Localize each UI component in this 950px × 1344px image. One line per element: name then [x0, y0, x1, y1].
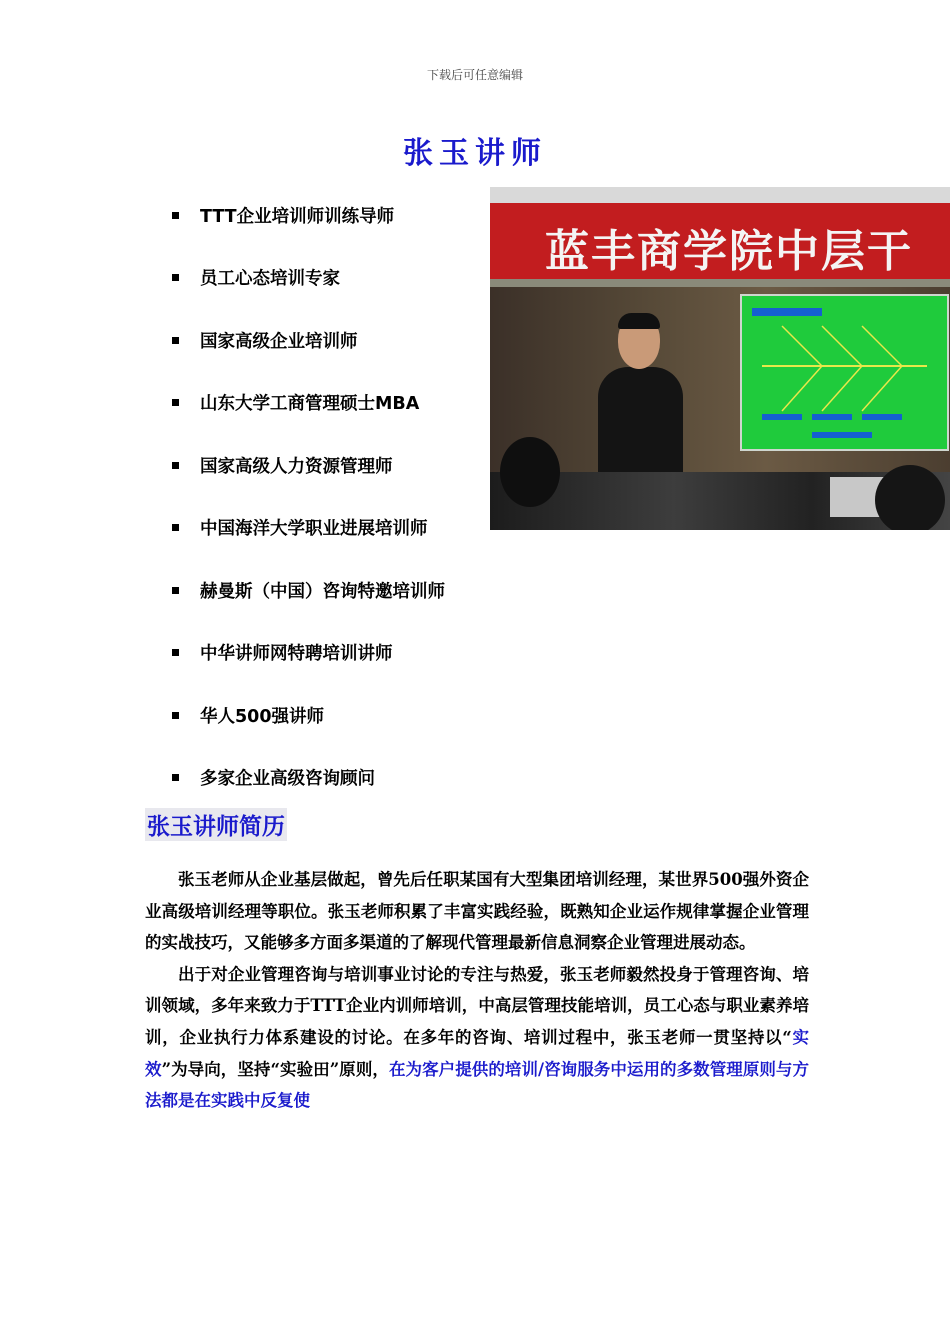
- credential-text: 赫曼斯（中国）咨询特邀培训师: [200, 581, 445, 602]
- square-bullet-icon: [172, 649, 179, 656]
- list-item: [172, 559, 492, 622]
- credential-text: TTT企业培训师训练导师: [200, 206, 395, 227]
- section-heading: 张玉讲师简历: [145, 808, 287, 841]
- bio-text: ”为导向，坚持“实验田”原则，: [161, 1059, 389, 1079]
- credential-text: 山东大学工商管理硕士MBA: [200, 394, 420, 415]
- square-bullet-icon: [172, 587, 179, 594]
- audience-head: [875, 465, 945, 530]
- bio-text: 出于对企业管理咨询与培训事业讨论的专注与热爱，张玉老师毅然投身于管理咨询、培训领域，多年来致力于TTT企业内训师培训，中高层管理技能培训，员工心态与职业素养培训，企业执行力体系建设的讨论。在多年的咨询、培训过程中，张玉老师一贯坚持以“: [145, 964, 809, 1047]
- list-item: [172, 434, 492, 497]
- page-title: 张玉讲师: [403, 136, 547, 171]
- list-item: [172, 622, 492, 685]
- projector-screen: [740, 294, 949, 451]
- page-header-note: 下载后可任意编辑: [426, 68, 523, 82]
- list-item: [172, 497, 492, 560]
- biography-text: [145, 864, 809, 1117]
- list-item: [172, 247, 492, 310]
- photo-banner-text: 蓝丰商学院中层干: [545, 226, 913, 277]
- list-item: [172, 184, 492, 247]
- fishbone-diagram-graphic: [742, 296, 947, 449]
- square-bullet-icon: [172, 399, 179, 406]
- square-bullet-icon: [172, 774, 179, 781]
- bio-paragraph: [145, 959, 809, 1117]
- speaker-hair: [618, 313, 660, 329]
- square-bullet-icon: [172, 274, 179, 281]
- list-item: [172, 747, 492, 810]
- highlight-text: 实效: [145, 1027, 810, 1079]
- credential-text: 国家高级人力资源管理师: [200, 456, 393, 477]
- audience-head: [500, 437, 560, 507]
- list-item: [172, 372, 492, 435]
- list-item: [172, 309, 492, 372]
- square-bullet-icon: [172, 212, 179, 219]
- photo-banner: [490, 187, 950, 287]
- credential-text: 中华讲师网特聘培训讲师: [200, 644, 393, 665]
- square-bullet-icon: [172, 462, 179, 469]
- highlight-text: 在为客户提供的培训/咨询服务中运用的多数管理原则与方法都是在实践中反复使: [145, 1059, 809, 1111]
- square-bullet-icon: [172, 524, 179, 531]
- credential-text: 国家高级企业培训师: [200, 331, 358, 352]
- list-item: [172, 684, 492, 747]
- credentials-list: [172, 184, 492, 809]
- credential-text: 员工心态培训专家: [200, 269, 340, 290]
- square-bullet-icon: [172, 712, 179, 719]
- credential-text: 中国海洋大学职业进展培训师: [200, 519, 428, 540]
- lecture-photo: [490, 187, 950, 530]
- square-bullet-icon: [172, 337, 179, 344]
- bio-paragraph: 张玉老师从企业基层做起，曾先后任职某国有大型集团培训经理，某世界500强外资企业高级培训经理等职位。张玉老师积累了丰富实践经验，既熟知企业运作规律掌握企业管理的实战技巧，又能够多方面多渠道的了解现代管理最新信息洞察企业管理进展动态。: [145, 870, 809, 953]
- credential-text: 华人500强讲师: [200, 706, 325, 727]
- credential-text: 多家企业高级咨询顾问: [200, 769, 375, 790]
